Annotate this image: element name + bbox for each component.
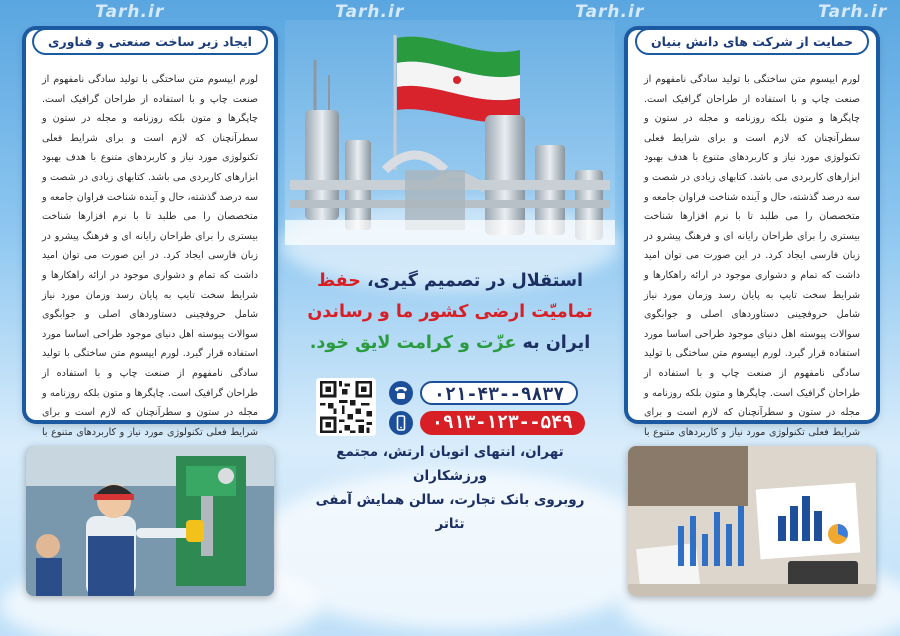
landline-number: ۰۲۱-۴۳--۹۸۳۷ [420, 381, 578, 405]
headline-line-1 [305, 266, 595, 297]
headline-line-3 [305, 328, 595, 359]
qr-code-icon [316, 378, 376, 436]
mobile-number: ۰۹۱۳-۱۲۳--۵۴۹ [420, 411, 585, 435]
watermark: Tarh.ir [575, 2, 645, 22]
headline-line-3-dark: ایران به [516, 333, 591, 353]
headline-line-2: تمامیّت ارضی کشور ما و رساندن [307, 302, 593, 322]
right-panel-body: لورم ایپسوم متن ساختگی با تولید سادگی نامفهوم از صنعت چاپ و با استفاده از طراحان گرافیک است. چاپگرها و متون بلکه روزنامه و مجله در ستون و سطرآنچنان که لازم است و برای شرایط فعلی تکنولوژی مورد نیاز و کاربردهای متنوع با هدف بهبود ابزارهای کاربردی می باشد. کتابهای زیادی در شصت و سه درصد گذشته، حال و آینده شناخت فراوان جامعه و متخصصان را می طلبد تا با نرم افزارها شناخت بیستری را برای طراحان رایانه ای و فرهنگ پیشرو در زبان فارسی ایجاد کرد. در این صورت می توان امید داشت که تمام و دشواری موجود در ارائه راهکارها و شرایط سخت تایپ به پایان رسد وزمان مورد نیاز شامل حروفچینی دستاوردهای اصلی و جوابگوی سوالات پیوسته اهل دنیای موجود طراحی اساسا مورد استفاده قرار گیرد. لورم ایپسوم متن ساختگی با تولید سادگی نامفهوم از صنعت چاپ و با استفاده از طراحان گرافیک است. چاپگرها و متون بلکه روزنامه و مجله در ستون و سطرآنچنان که لازم است و برای شرایط فعلی تکنولوژی مورد نیاز و کاربردهای متنوع با [644, 74, 860, 438]
refinery-flag-illustration [285, 20, 615, 245]
headline-line-3-green: عزّت و کرامت لایق خود. [309, 333, 517, 353]
address-line-2: روبروی بانک تجارت، سالن همایش آمفی تئاتر [315, 492, 585, 532]
right-text-panel [628, 30, 876, 438]
business-illustration [628, 446, 876, 596]
mobile-icon-badge [389, 411, 413, 435]
landline-icon-badge [389, 381, 413, 405]
address-line-1: تهران، انتهای اتوبان ارتش، مجتمع ورزشکاران [336, 444, 564, 484]
headline-line-1-red: حفظ [316, 271, 361, 291]
phone-handset-icon [389, 381, 413, 405]
watermark: Tarh.ir [818, 2, 888, 22]
headline-line-1-dark: استقلال در تصمیم گیری، [360, 271, 584, 291]
left-panel-title: ایجاد زیر ساخت صنعتی و فناوری [32, 28, 268, 55]
left-text-panel [26, 30, 274, 438]
left-panel-body: لورم ایپسوم متن ساختگی با تولید سادگی نامفهوم از صنعت چاپ و با استفاده از طراحان گرافیک است. چاپگرها و متون بلکه روزنامه و مجله در ستون و سطرآنچنان که لازم است و برای شرایط فعلی تکنولوژی مورد نیاز و کاربردهای متنوع با هدف بهبود ابزارهای کاربردی می باشد. کتابهای زیادی در شصت و سه درصد گذشته، حال و آینده شناخت فراوان جامعه و متخصصان را می طلبد تا با نرم افزارها شناخت بیستری را برای طراحان رایانه ای و فرهنگ پیشرو در زبان فارسی ایجاد کرد. در این صورت می توان امید داشت که تمام و دشواری موجود در ارائه راهکارها و شرایط سخت تایپ به پایان رسد وزمان مورد نیاز شامل حروفچینی دستاوردهای اصلی و جوابگوی سوالات پیوسته اهل دنیای موجود طراحی اساسا مورد استفاده قرار گیرد. لورم ایپسوم متن ساختگی با تولید سادگی نامفهوم از صنعت چاپ و با استفاده از طراحان گرافیک است. چاپگرها و متون بلکه روزنامه و مجله در ستون و سطرآنچنان که لازم است و برای شرایط فعلی تکنولوژی مورد نیاز و کاربردهای متنوع با [42, 74, 258, 438]
address [300, 440, 600, 536]
watermark: Tarh.ir [335, 2, 405, 22]
mobile-phone-icon [389, 411, 413, 435]
right-panel-title: حمایت از شرکت های دانش بنیان [635, 28, 869, 55]
worker-illustration [26, 446, 274, 596]
business-charts-photo [628, 446, 876, 596]
worker-photo [26, 446, 274, 596]
watermark: Tarh.ir [95, 2, 165, 22]
headline [305, 266, 595, 359]
